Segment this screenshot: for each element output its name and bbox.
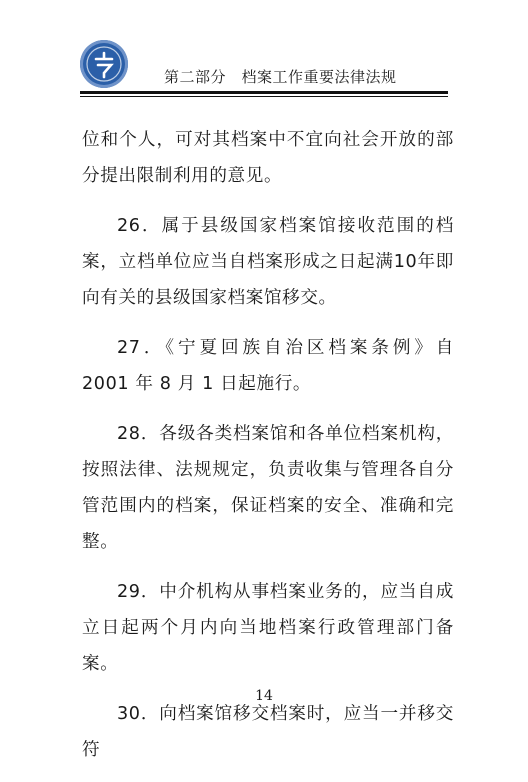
section-title: 第二部分 档案工作重要法律法规 [164,68,397,86]
document-body [82,122,454,782]
paragraph-article-28: 28．各级各类档案馆和各单位档案机构，按照法律、法规规定，负责收集与管理各自分管范围内的档案，保证档案的安全、准确和完整。 [82,424,454,552]
paragraph-article-29: 29．中介机构从事档案业务的，应当自成立日起两个月内向当地档案行政管理部门备案。 [82,582,454,674]
paragraph-article-27: 27．《宁夏回族自治区档案条例》自 2001 年 8 月 1 日起施行。 [82,338,454,394]
paragraph-continued: 位和个人，可对其档案中不宜向社会开放的部分提出限制利用的意见。 [82,130,454,186]
archive-emblem-icon [80,40,128,88]
page-header [80,40,448,94]
page-number: 14 [255,688,273,704]
header-rule-thick [80,91,448,94]
header-rule-thin [80,96,448,97]
paragraph-article-30: 30．向档案馆移交档案时，应当一并移交符 [82,704,454,760]
paragraph-article-26: 26．属于县级国家档案馆接收范围的档案，立档单位应当自档案形成之日起满10年即向有关的县级国家档案馆移交。 [82,216,454,308]
